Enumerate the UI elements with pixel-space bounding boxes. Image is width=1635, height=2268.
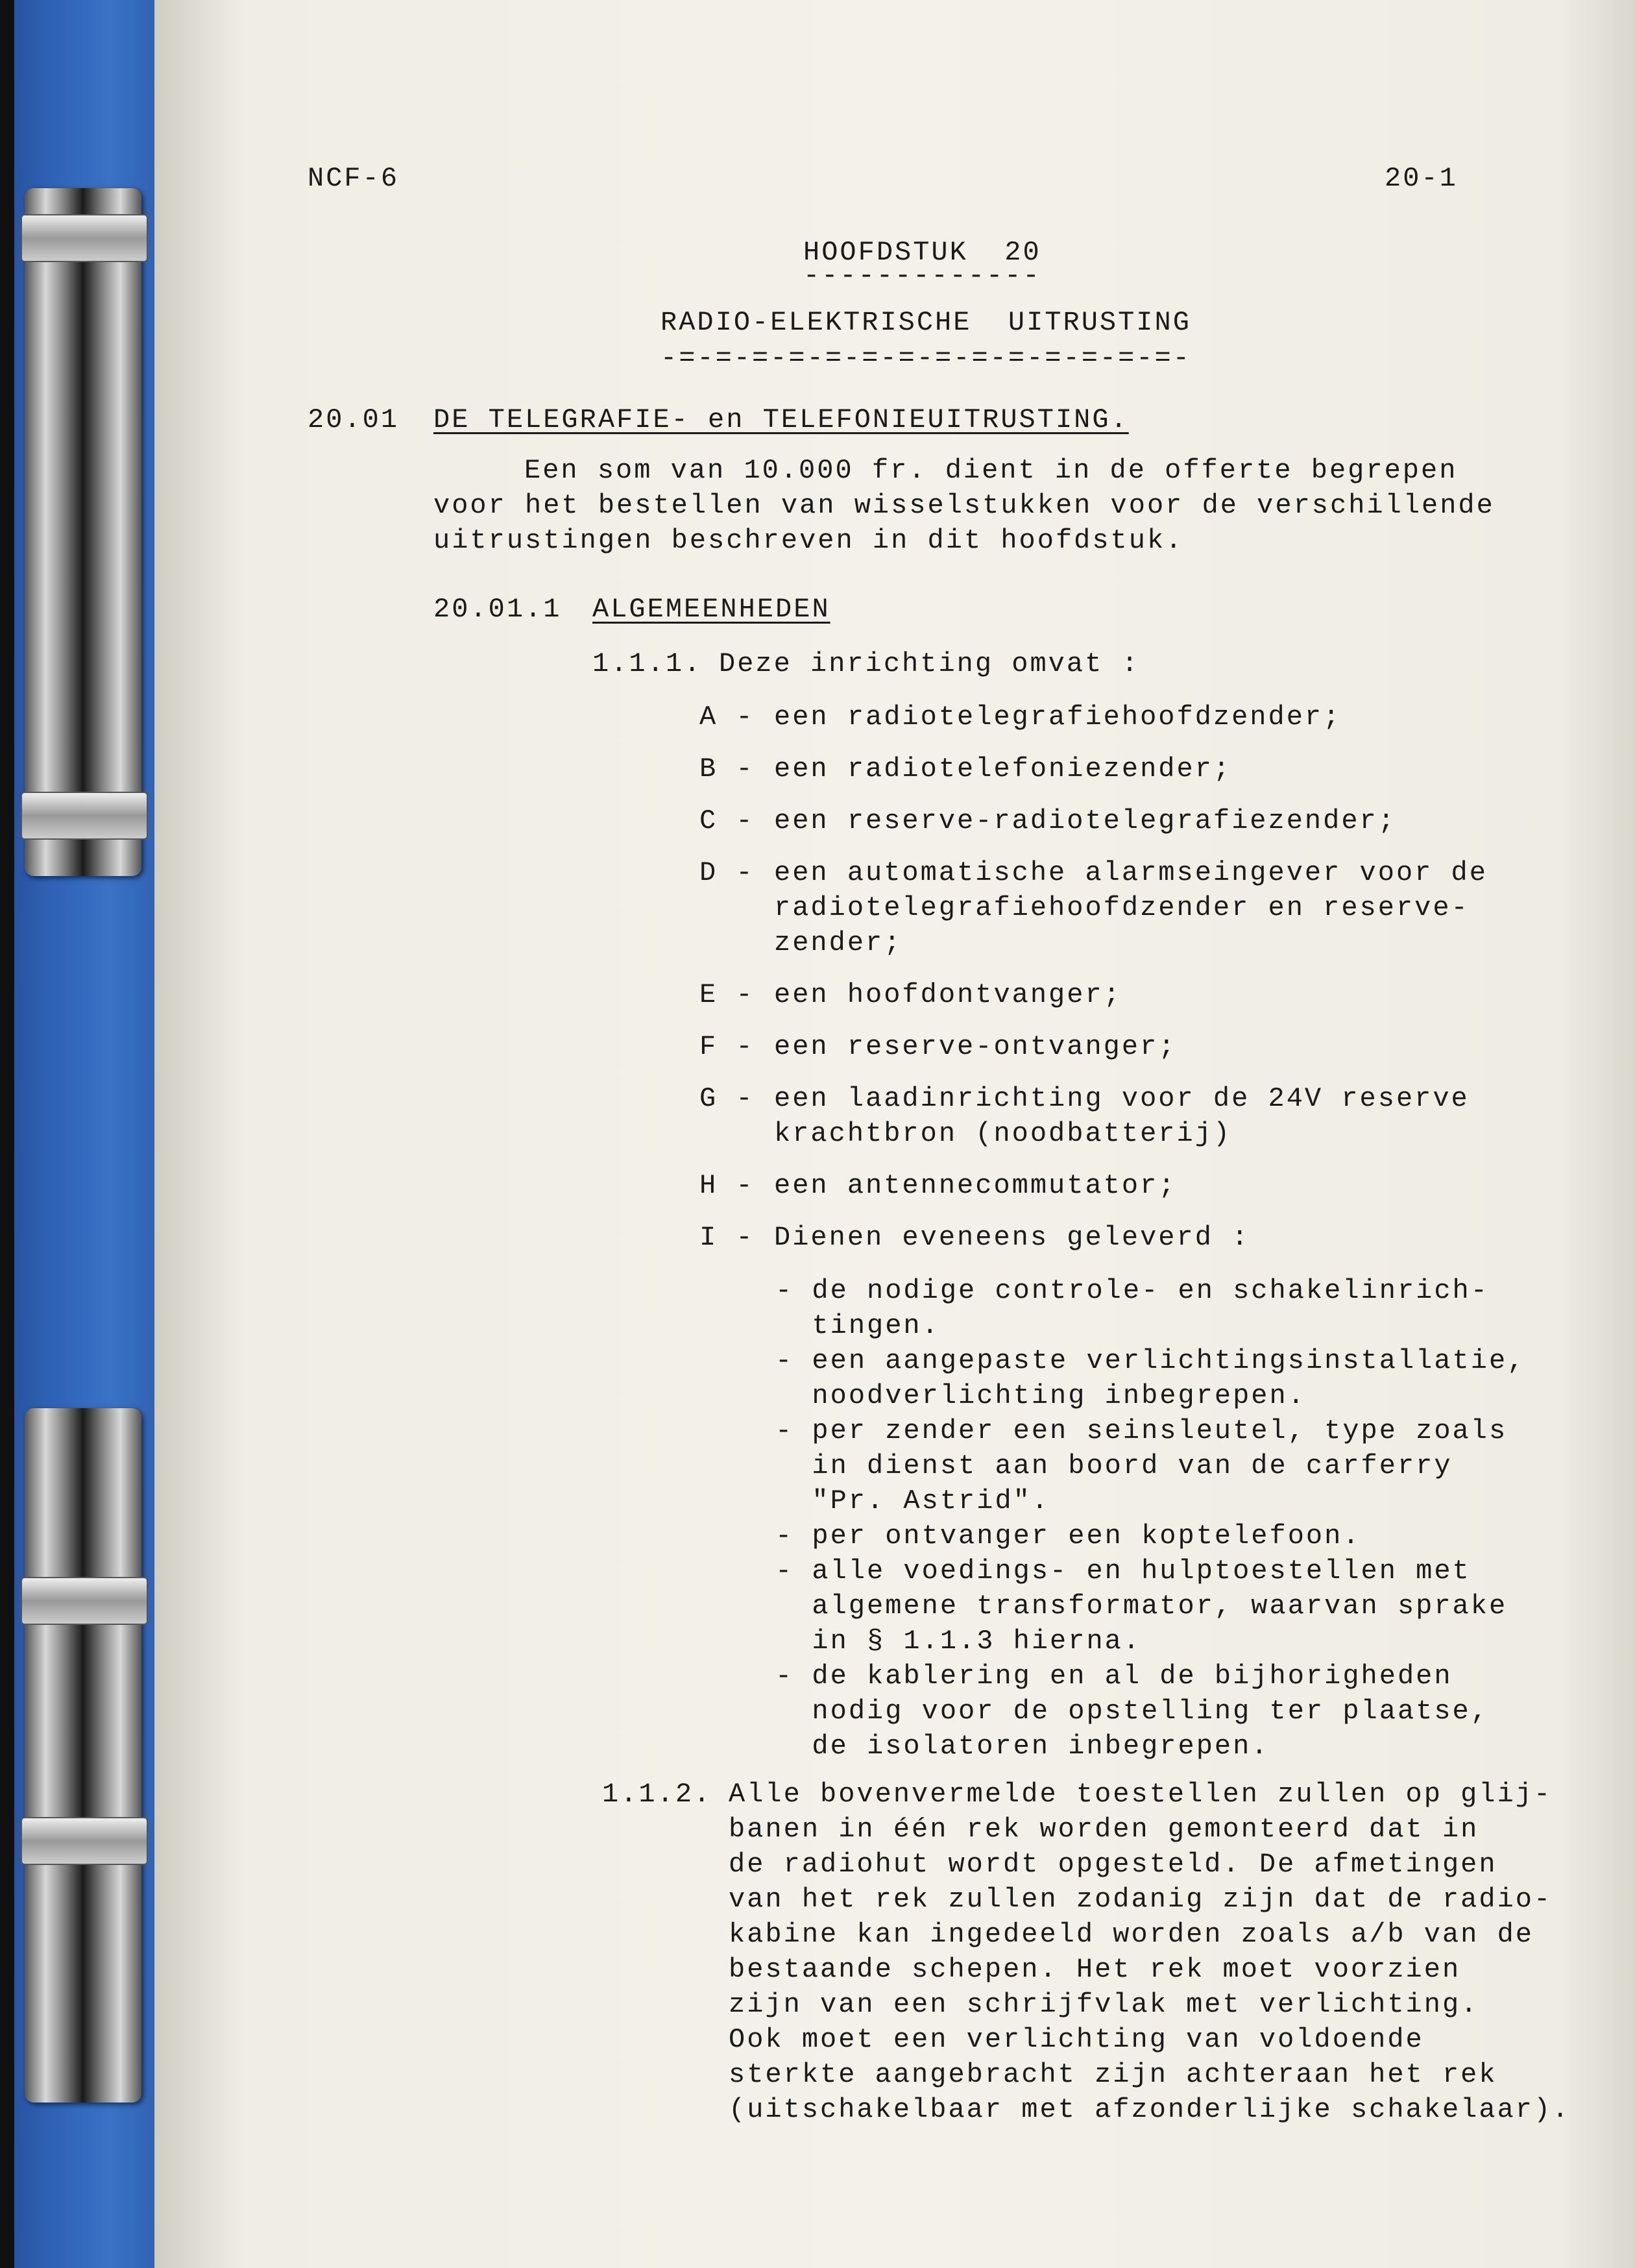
dash-item-text: - de nodige controle- en schakelinrich- [775, 1275, 1489, 1306]
clip-band [21, 1577, 148, 1625]
clause-2-line: Alle bovenvermelde toestellen zullen op glij- [729, 1779, 1553, 1810]
binder-clip-bottom [25, 1408, 141, 2103]
list-item-letter: D - [699, 857, 755, 888]
list-item-text: een hoofdontvanger; [774, 979, 1122, 1010]
clause-2-number: 1.1.2. [602, 1779, 712, 1810]
dash-item-text: nodig voor de opstelling ter plaatse, [775, 1696, 1489, 1727]
dash-item-text: - de kablering en al de bijhorigheden [775, 1661, 1453, 1692]
list-item-text: een laadinrichting voor de 24V reserve [774, 1083, 1470, 1114]
document-content [154, 0, 1635, 2268]
clause-2-line: zijn van een schrijfvlak met verlichting. [729, 1989, 1479, 2020]
clause-2-line: kabine kan ingedeeld worden zoals a/b van de [729, 1919, 1534, 1950]
list-item-text: een antennecommutator; [774, 1170, 1177, 1201]
list-item-text: een reserve-radiotelegrafiezender; [774, 805, 1396, 836]
dash-item-text: de isolatoren inbegrepen. [775, 1731, 1270, 1762]
clause-2-line: banen in één rek worden gemonteerd dat in [729, 1814, 1479, 1845]
dash-item-text: - een aangepaste verlichtingsinstallatie, [775, 1345, 1526, 1376]
clip-band [21, 214, 148, 262]
list-item-letter: A - [699, 701, 755, 733]
clause-2-line: sterkte aangebracht zijn achteraan het rek [729, 2059, 1497, 2090]
clause-1-text: Deze inrichting omvat : [719, 648, 1140, 679]
list-item-letter: F - [699, 1031, 755, 1062]
list-item-letter: I - [699, 1222, 755, 1253]
clause-2-line: van het rek zullen zodanig zijn dat de radio- [729, 1884, 1553, 1915]
clause-2-line: (uitschakelbaar met afzonderlijke schakelaar). [729, 2094, 1571, 2125]
list-item-text: zender; [774, 927, 902, 958]
dash-item-text: in dienst aan boord van de carferry [775, 1450, 1453, 1482]
binder-clip-top [25, 188, 141, 876]
subsection-number: 20.01.1 [433, 594, 562, 625]
intro-line-2: voor het bestellen van wisselstukken voor de verschillende [433, 490, 1495, 521]
list-item-letter: B - [699, 753, 755, 785]
dash-item-text: noodverlichting inbegrepen. [775, 1380, 1306, 1411]
intro-line-1: Een som van 10.000 fr. dient in de offerte begrepen [524, 455, 1458, 486]
chapter-title-rule: ------------- [803, 260, 1041, 291]
clause-2-line: bestaande schepen. Het rek moet voorzien [729, 1954, 1461, 1985]
list-item-letter: G - [699, 1083, 755, 1114]
clause-2-line: de radiohut wordt opgesteld. De afmetingen [729, 1849, 1497, 1880]
list-item-letter: C - [699, 805, 755, 836]
list-item-text: een reserve-ontvanger; [774, 1031, 1177, 1062]
clause-2-line: Ook moet een verlichting van voldoende [729, 2024, 1424, 2055]
chapter-subtitle: RADIO-ELEKTRISCHE UITRUSTING [660, 307, 1191, 338]
list-item-text: een radiotelegrafiehoofdzender; [774, 701, 1342, 733]
list-item-text: een radiotelefoniezender; [774, 753, 1232, 785]
list-item-text: een automatische alarmseingever voor de [774, 857, 1488, 888]
document-page [154, 0, 1635, 2268]
clip-band [21, 792, 148, 840]
header-left: NCF-6 [308, 163, 400, 194]
dash-item-text: algemene transformator, waarvan sprake [775, 1591, 1508, 1622]
dash-item-text: - per zender een seinsleutel, type zoals [775, 1415, 1508, 1446]
section-number: 20.01 [308, 404, 400, 435]
binder-edge [0, 0, 14, 2268]
section-title: DE TELEGRAFIE- en TELEFONIEUITRUSTING. [433, 404, 1129, 435]
list-item-letter: H - [699, 1170, 755, 1201]
chapter-title: HOOFDSTUK 20 [803, 237, 1041, 268]
dash-item-text: in § 1.1.3 hierna. [775, 1626, 1142, 1657]
clause-1-number: 1.1.1. [592, 648, 703, 679]
header-right: 20-1 [1385, 163, 1458, 194]
list-item-text: krachtbron (noodbatterij) [774, 1118, 1232, 1149]
list-item-letter: E - [699, 979, 755, 1010]
list-item-text: Dienen eveneens geleverd : [774, 1222, 1250, 1253]
subsection-title: ALGEMEENHEDEN [592, 594, 830, 625]
dash-item-text: "Pr. Astrid". [775, 1485, 1050, 1517]
intro-line-3: uitrustingen beschreven in dit hoofdstuk. [433, 525, 1184, 556]
dash-item-text: - alle voedings- en hulptoestellen met [775, 1555, 1471, 1587]
clip-band [21, 1817, 148, 1865]
dash-item-text: - per ontvanger een koptelefoon. [775, 1520, 1361, 1552]
chapter-subtitle-rule: -=-=-=-=-=-=-=-=-=-=-=-=-=-=- [660, 343, 1191, 374]
list-item-text: radiotelegrafiehoofdzender en reserve- [774, 892, 1470, 923]
dash-item-text: tingen. [775, 1310, 940, 1341]
